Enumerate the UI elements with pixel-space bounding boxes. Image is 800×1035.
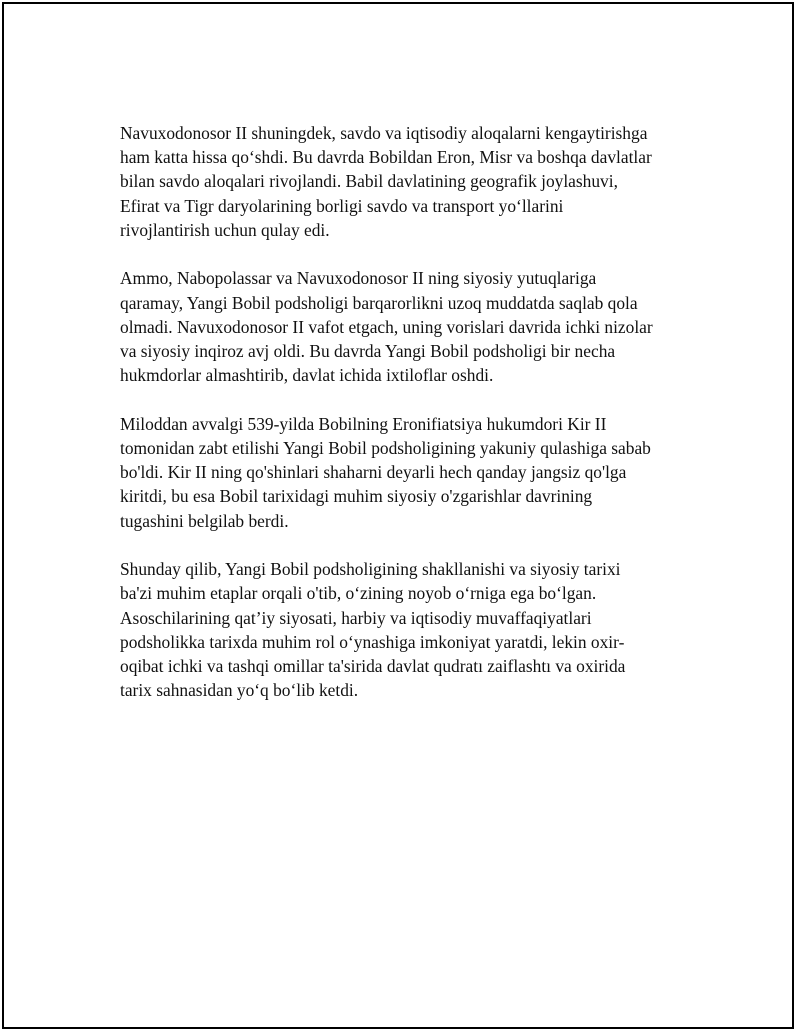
text-line: qaramay, Yangi Bobil podsholigi barqarorlikni uzoq muddatda saqlab qola (120, 292, 638, 313)
paragraph-2 (120, 266, 700, 387)
paragraph-3 (120, 412, 700, 533)
paragraph-1 (120, 121, 700, 242)
text-line: Efirat va Tigr daryolarining borligi savdo va transport yo‘llarini (120, 195, 564, 216)
text-line: va siyosiy inqiroz avj oldi. Bu davrda Yangi Bobil podsholigi bir necha (120, 341, 616, 362)
document-body (120, 121, 700, 727)
text-line: Asoschilarining qat’iy siyosati, harbiy va iqtisodiy muvaffaqiyatlari (120, 607, 592, 628)
paragraph-4 (120, 557, 700, 702)
text-line: bilan savdo aloqalari rivojlandi. Babil davlatining geografik joylashuvi, (120, 171, 618, 192)
text-line: ba'zi muhim etaplar orqali o'tib, o‘zining noyob o‘rniga ega bo‘lgan. (120, 583, 597, 604)
text-line: oqibat ichki va tashqi omillar ta'sirida davlat qudratı zaiflashtı va oxirida (120, 656, 626, 677)
document-page (2, 2, 794, 1029)
text-line: olmadi. Navuxodonosor II vafot etgach, uning vorislari davrida ichki nizolar (120, 316, 653, 337)
text-line: ham katta hissa qo‘shdi. Bu davrda Bobildan Eron, Misr va boshqa davlatlar (120, 147, 652, 168)
text-line: rivojlantirish uchun qulay edi. (120, 219, 330, 240)
text-line: kiritdi, bu esa Bobil tarixidagi muhim siyosiy o'zgarishlar davrining (120, 486, 593, 507)
text-line: Shunday qilib, Yangi Bobil podsholigining shakllanishi va siyosiy tarixi (120, 559, 621, 580)
text-line: Miloddan avvalgi 539-yilda Bobilning Eronifiatsiya hukumdori Kir II (120, 413, 607, 434)
text-line: tarix sahnasidan yo‘q bo‘lib ketdi. (120, 680, 359, 701)
text-line: tomonidan zabt etilishi Yangi Bobil podsholigining yakuniy qulashiga sabab (120, 438, 651, 459)
text-line: Ammo, Nabopolassar va Navuxodonosor II ning siyosiy yutuqlariga (120, 268, 597, 289)
text-line: tugashini belgilab berdi. (120, 510, 289, 531)
text-line: hukmdorlar almashtirib, davlat ichida ixtiloflar oshdi. (120, 365, 494, 386)
text-line: podsholikka tarixda muhim rol o‘ynashiga imkoniyat yaratdi, lekin oxir- (120, 631, 625, 652)
text-line: bo'ldi. Kir II ning qo'shinlari shaharni deyarli hech qanday jangsiz qo'lga (120, 462, 627, 483)
text-line: Navuxodonosor II shuningdek, savdo va iqtisodiy aloqalarni kengaytirishga (120, 123, 648, 143)
